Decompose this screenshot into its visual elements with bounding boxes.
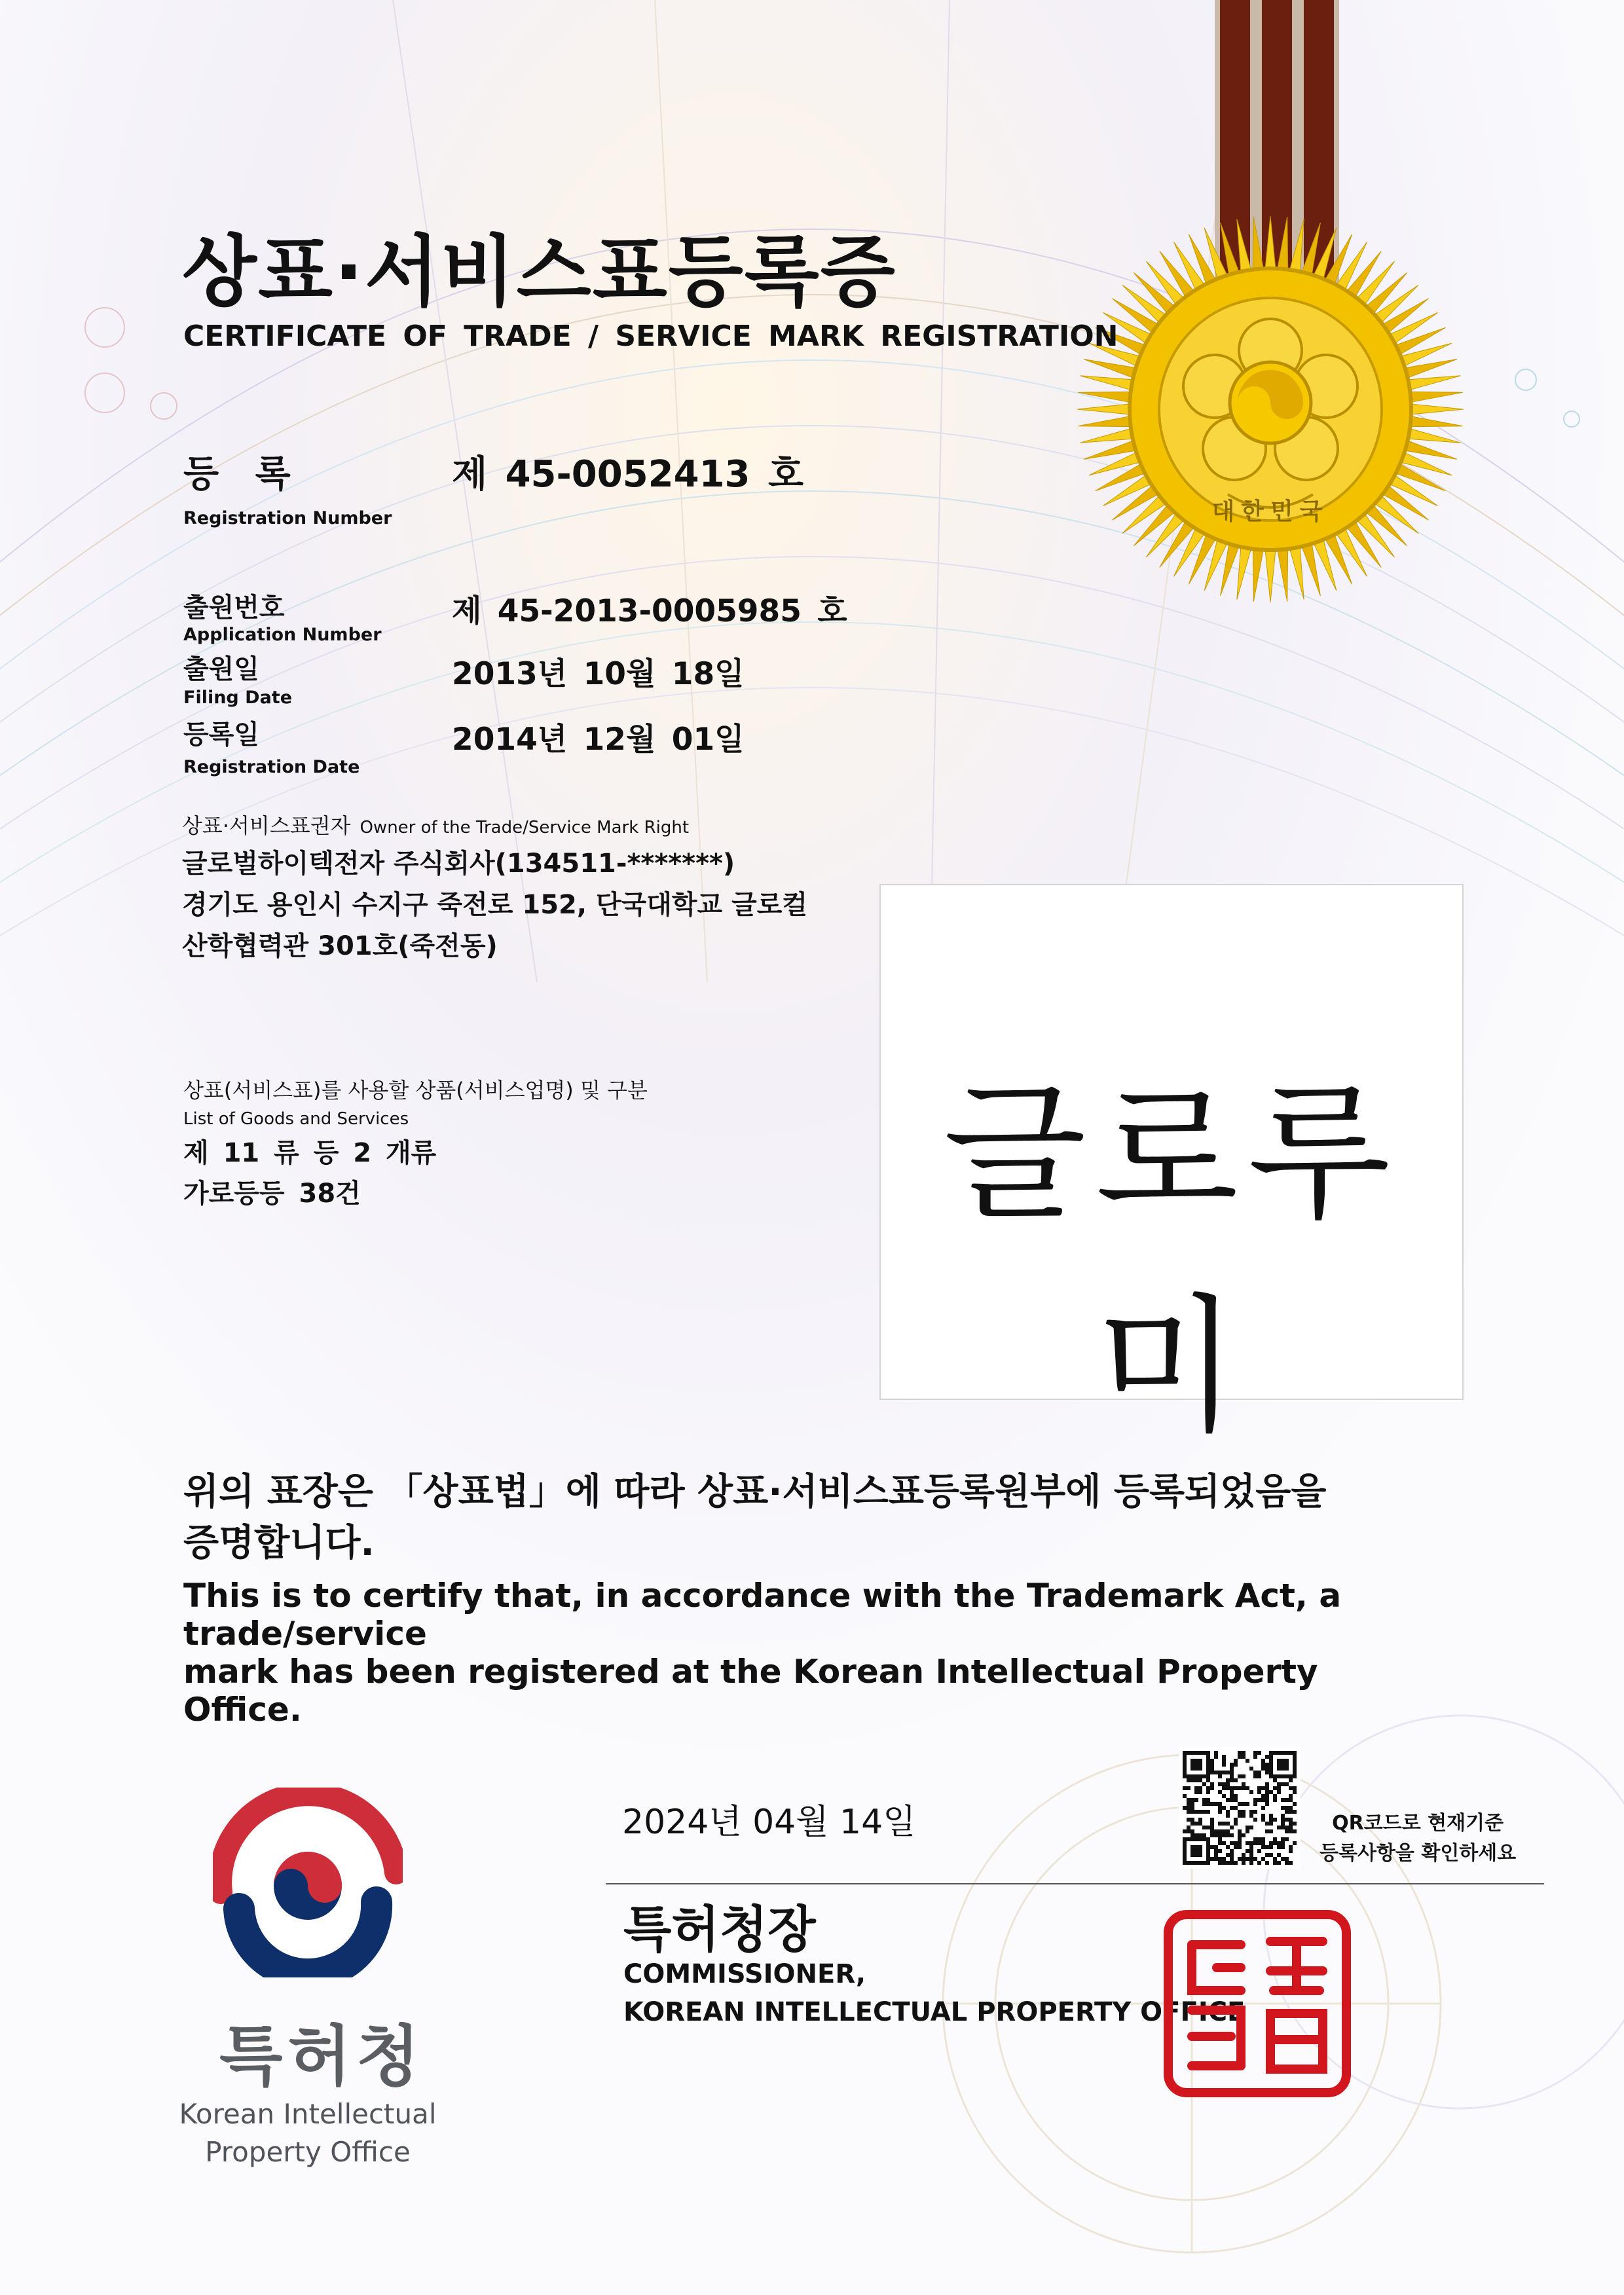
filing-date-label-english: Filing Date xyxy=(183,688,293,708)
filing-date-label-korean: 출원일 xyxy=(183,654,259,684)
qr-note-line2: 등록사항을 확인하세요 xyxy=(1320,1842,1517,1865)
issuer-title-english xyxy=(623,1955,1245,2031)
certification-korean-line2: 증명합니다. xyxy=(183,1522,375,1564)
goods-label-english: List of Goods and Services xyxy=(183,1109,409,1129)
registration-number: 제 45-0052413 호 xyxy=(452,453,804,496)
registration-date-label-english: Registration Date xyxy=(183,757,360,777)
issuer-title-korean: 특허청장 xyxy=(623,1900,816,1958)
registration-date-label-korean: 등록일 xyxy=(183,720,259,750)
owner-name: 글로벌하이텍전자 주식회사(134511-*******) xyxy=(182,849,735,879)
goods-line: 가로등등 38건 xyxy=(183,1179,361,1209)
application-number: 제 45-2013-0005985 호 xyxy=(452,593,847,629)
filing-date: 2013년 10월 18일 xyxy=(452,656,745,692)
qr-note xyxy=(1320,1808,1516,1869)
goods-class-line: 제 11 류 등 2 개류 xyxy=(183,1138,437,1168)
certificate-title-korean: 상표·서비스표등록증 xyxy=(182,227,896,317)
goods-label-korean: 상표(서비스표)를 사용할 상품(서비스업명) 및 구분 xyxy=(183,1078,648,1103)
issuer-divider xyxy=(606,1883,1544,1884)
trademark-text: 글로루미 xyxy=(943,1068,1400,1453)
office-name-english-line1: Korean Intellectual xyxy=(179,2098,437,2130)
certification-english-line2: mark has been registered at the Korean Intellectual Property Office. xyxy=(183,1653,1318,1729)
official-red-stamp xyxy=(1159,1905,1356,2102)
qr-note-line1: QR코드로 현재기준 xyxy=(1332,1812,1504,1835)
registration-date: 2014년 12월 01일 xyxy=(452,722,745,758)
owner-address-line1: 경기도 용인시 수지구 죽전로 152, 단국대학교 글로컬 xyxy=(182,890,808,920)
registration-label-english: Registration Number xyxy=(183,508,392,528)
certificate-title-english: CERTIFICATE OF TRADE / SERVICE MARK REGISTRATION xyxy=(183,320,1118,353)
qr-code[interactable] xyxy=(1179,1747,1301,1869)
gold-medal-seal xyxy=(1074,213,1467,606)
certification-english-line1: This is to certify that, in accordance with the Trademark Act, a trade/service xyxy=(183,1577,1342,1653)
owner-label xyxy=(182,809,689,839)
owner-label-english: Owner of the Trade/Service Mark Right xyxy=(360,818,690,837)
medal-text: 대한민국 xyxy=(1211,498,1329,525)
application-number-label-english: Application Number xyxy=(183,625,382,645)
certification-korean-line1: 위의 표장은 「상표법」에 따라 상표·서비스표등록원부에 등록되었음을 xyxy=(183,1471,1327,1513)
application-number-label-korean: 출원번호 xyxy=(183,593,285,623)
taegeuk-logo-icon xyxy=(213,1788,403,1977)
certification-statement-english xyxy=(183,1577,1447,1729)
issue-date: 2024년 04월 14일 xyxy=(622,1803,916,1842)
issuer-title-english-line2: KOREAN INTELLECTUAL PROPERTY OFFICE xyxy=(623,1997,1246,2027)
office-name-english-line2: Property Office xyxy=(205,2136,411,2168)
registration-label-korean: 등 록 xyxy=(183,453,303,496)
owner-details xyxy=(182,843,807,967)
owner-address-line2: 산학협력관 301호(죽전동) xyxy=(182,931,498,961)
certification-statement-korean xyxy=(183,1467,1467,1569)
office-name-english xyxy=(157,2095,458,2171)
issuer-title-english-line1: COMMISSIONER, xyxy=(623,1959,866,1989)
goods-details xyxy=(183,1133,436,1214)
owner-label-korean: 상표·서비스표권자 xyxy=(182,813,351,838)
office-name-korean: 특허청 xyxy=(219,2018,425,2095)
